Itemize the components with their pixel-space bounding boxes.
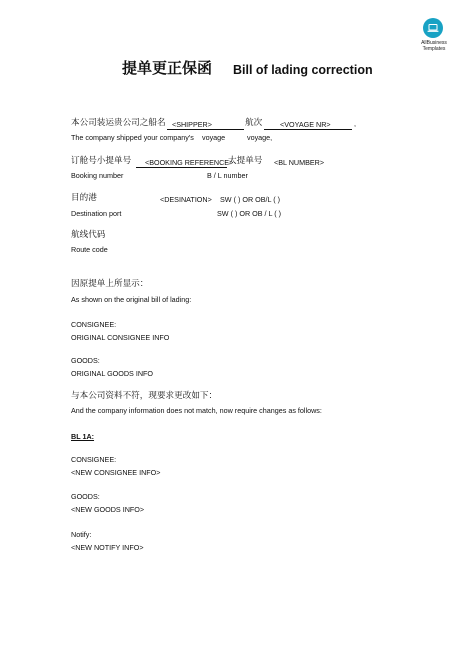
voyage-field: <VOYAGE NR>	[280, 120, 331, 129]
route-code-label-cn: 航线代码	[71, 230, 106, 240]
bl-label-en: B / L number	[207, 171, 248, 180]
shipper-field: <SHIPPER>	[172, 120, 212, 129]
title-english: Bill of lading correction	[233, 63, 373, 77]
new-consignee-label: CONSIGNEE:	[71, 455, 117, 464]
bl-field: <BL NUMBER>	[274, 158, 325, 167]
original-goods-value: ORIGINAL GOODS INFO	[71, 369, 153, 378]
voyage-label-en-1: voyage	[202, 133, 226, 142]
booking-label-cn: 订舱号小提单号	[71, 156, 132, 166]
destination-label-en: Destination port	[71, 209, 122, 218]
brand-name-line1: AllBusiness	[421, 40, 447, 46]
booking-field: <BOOKING REFERENCE>	[145, 158, 234, 167]
voyage-label-cn: 航次	[245, 118, 263, 128]
destination-options-cn: SW ( ) OR OB/L ( )	[220, 195, 281, 204]
new-goods-label: GOODS:	[71, 492, 100, 501]
booking-label-en: Booking number	[71, 171, 124, 180]
bl-label-cn: 大提单号	[228, 156, 263, 166]
brand-name-line2: Templates	[422, 46, 446, 52]
shipper-underline	[167, 129, 244, 130]
original-goods-label: GOODS:	[71, 356, 100, 365]
change-heading-cn: 与本公司资料不符，现要求更改如下：	[71, 391, 218, 401]
original-consignee-label: CONSIGNEE:	[71, 320, 117, 329]
original-heading-cn: 因原提单上所显示：	[71, 279, 149, 289]
destination-label-cn: 目的港	[71, 193, 97, 203]
voyage-underline	[264, 129, 352, 130]
laptop-icon	[423, 18, 443, 38]
original-heading-en: As shown on the original bill of lading:	[71, 295, 192, 304]
notify-value: <NEW NOTIFY INFO>	[71, 543, 144, 552]
original-consignee-value: ORIGINAL CONSIGNEE INFO	[71, 333, 170, 342]
booking-underline	[136, 167, 227, 168]
destination-options-en: SW ( ) OR OB / L ( )	[217, 209, 282, 218]
destination-field: <DESINATION>	[160, 195, 212, 204]
ship-name-label-en: The company shipped your company's	[71, 133, 194, 142]
new-consignee-value: <NEW CONSIGNEE INFO>	[71, 468, 161, 477]
ship-name-label-cn: 本公司装运贵公司之船名	[71, 118, 166, 128]
bl-1a-heading: BL 1A:	[71, 432, 95, 441]
row1-comma: ,	[354, 119, 356, 128]
change-heading-en: And the company information does not match, now require changes as follows:	[71, 406, 322, 415]
new-goods-value: <NEW GOODS INFO>	[71, 505, 145, 514]
route-code-label-en: Route code	[71, 245, 108, 254]
voyage-label-en-2: voyage,	[247, 133, 273, 142]
brand-logo	[423, 18, 443, 38]
title-chinese: 提单更正保函	[122, 59, 213, 77]
notify-label: Notify:	[71, 530, 92, 539]
